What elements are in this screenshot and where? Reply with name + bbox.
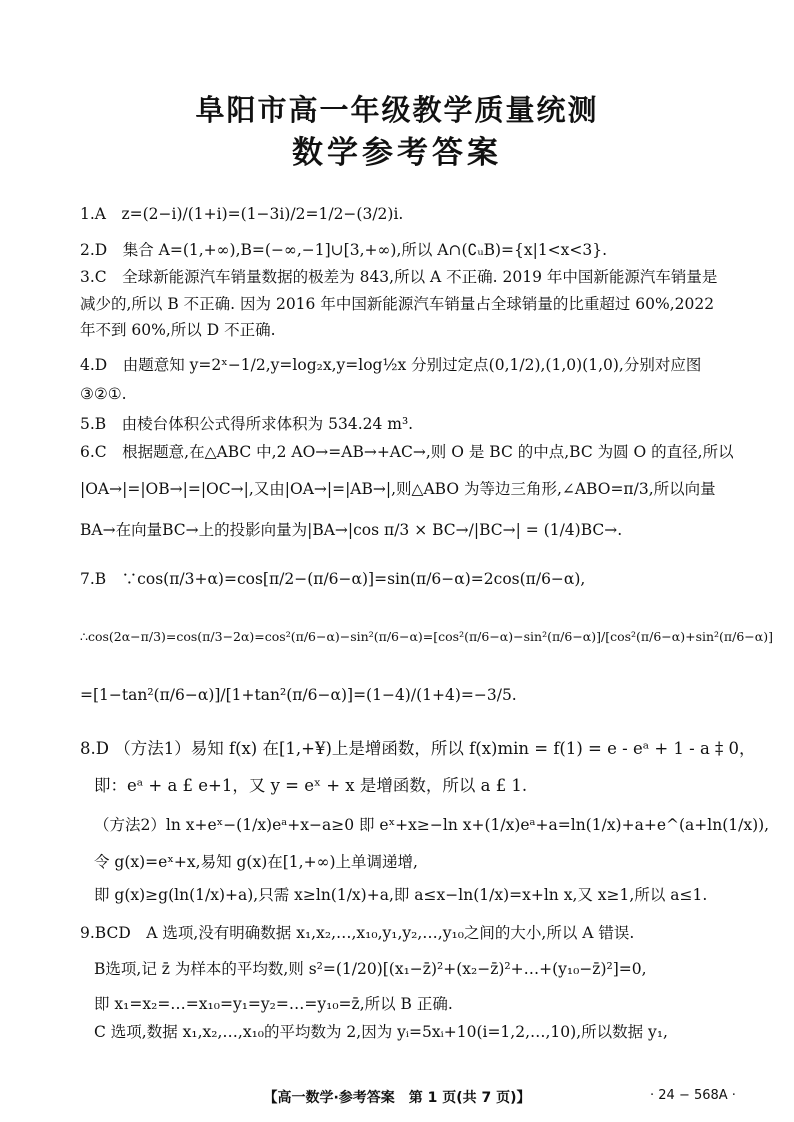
answer-line: 令 g(x)=eˣ+x,易知 g(x)在[1,+∞)上单调递增, [94, 853, 418, 871]
answer-line: 8.D （方法1）易知 f(x) 在[1,+¥)上是增函数，所以 f(x)min = f(1) = e - eᵃ + 1 - a ‡ 0， [80, 739, 756, 758]
answer-line: 9.BCD A 选项,没有明确数据 x₁,x₂,…,x₁₀,y₁,y₂,…,y₁₀之间的大小,所以 A 错误. [80, 924, 635, 942]
answer-line: 即：eᵃ + a £ e+1，又 y = eˣ + x 是增函数，所以 a £ 1. [94, 776, 528, 795]
answer-line: 2.D 集合 A=(1,+∞),B=(−∞,−1]∪[3,+∞),所以 A∩(∁ᵤB)={x|1<x<3}. [80, 241, 608, 259]
answer-line: =[1−tan²(π/6−α)]/[1+tan²(π/6−α)]=(1−4)/(1+4)=−3/5. [80, 686, 517, 704]
answer-line: ③②①. [80, 385, 127, 403]
answer-line: BA→在向量BC→上的投影向量为|BA→|cos π/3 × BC→/|BC→| = (1/4)BC→. [80, 521, 623, 539]
page-title: 阜阳市高一年级教学质量统测 [195, 93, 599, 127]
answer-line: 即 g(x)≥g(ln(1/x)+a),只需 x≥ln(1/x)+a,即 a≤x−ln(1/x)=x+ln x,又 x≥1,所以 a≤1. [94, 886, 708, 904]
answer-line: 减少的,所以 B 不正确. 因为 2016 年中国新能源汽车销量占全球销量的比重超过 60%,2022 [80, 295, 715, 313]
answer-line: C 选项,数据 x₁,x₂,…,x₁₀的平均数为 2,因为 yᵢ=5xᵢ+10(i=1,2,…,10),所以数据 y₁, [94, 1023, 668, 1041]
document-code: · 24 − 568A · [650, 1088, 736, 1103]
answer-line: B选项,记 z̄ 为样本的平均数,则 s²=(1/20)[(x₁−z̄)²+(x₂−z̄)²+…+(y₁₀−z̄)²]=0, [94, 960, 647, 978]
answer-line: 4.D 由题意知 y=2ˣ−1/2,y=log₂x,y=log½x 分别过定点(0,1/2),(1,0)(1,0),分别对应图 [80, 356, 702, 374]
page-footer: 【高一数学·参考答案 第 1 页(共 7 页)】 [263, 1090, 531, 1106]
answer-line: 3.C 全球新能源汽车销量数据的极差为 843,所以 A 不正确. 2019 年中国新能源汽车销量是 [80, 268, 718, 286]
answer-line: 年不到 60%,所以 D 不正确. [80, 321, 276, 339]
answer-line: 7.B ∵cos(π/3+α)=cos[π/2−(π/6−α)]=sin(π/6−α)=2cos(π/6−α), [80, 570, 586, 588]
page-subtitle: 数学参考答案 [292, 135, 502, 171]
answer-line: 即 x₁=x₂=…=x₁₀=y₁=y₂=…=y₁₀=z̄,所以 B 正确. [94, 995, 453, 1013]
answer-line: |OA→|=|OB→|=|OC→|,又由|OA→|=|AB→|,则△ABO 为等边三角形,∠ABO=π/3,所以向量 [80, 480, 716, 498]
answer-line: 5.B 由棱台体积公式得所求体积为 534.24 m³. [80, 415, 414, 433]
answer-line: ∴cos(2α−π/3)=cos(π/3−2α)=cos²(π/6−α)−sin²(π/6−α)=[cos²(π/6−α)−sin²(π/6−α)]/[cos²(π/6−α)+sin²(π/6−α)] [80, 629, 773, 644]
answer-line: （方法2）ln x+eˣ−(1/x)eᵃ+x−a≥0 即 eˣ+x≥−ln x+(1/x)eᵃ+a=ln(1/x)+a+e^(a+ln(1/x)), [94, 816, 770, 834]
answer-line: 1.A z=(2−i)/(1+i)=(1−3i)/2=1/2−(3/2)i. [80, 205, 404, 223]
answer-line: 6.C 根据题意,在△ABC 中,2 AO→=AB→+AC→,则 O 是 BC 的中点,BC 为圆 O 的直径,所以 [80, 443, 734, 461]
